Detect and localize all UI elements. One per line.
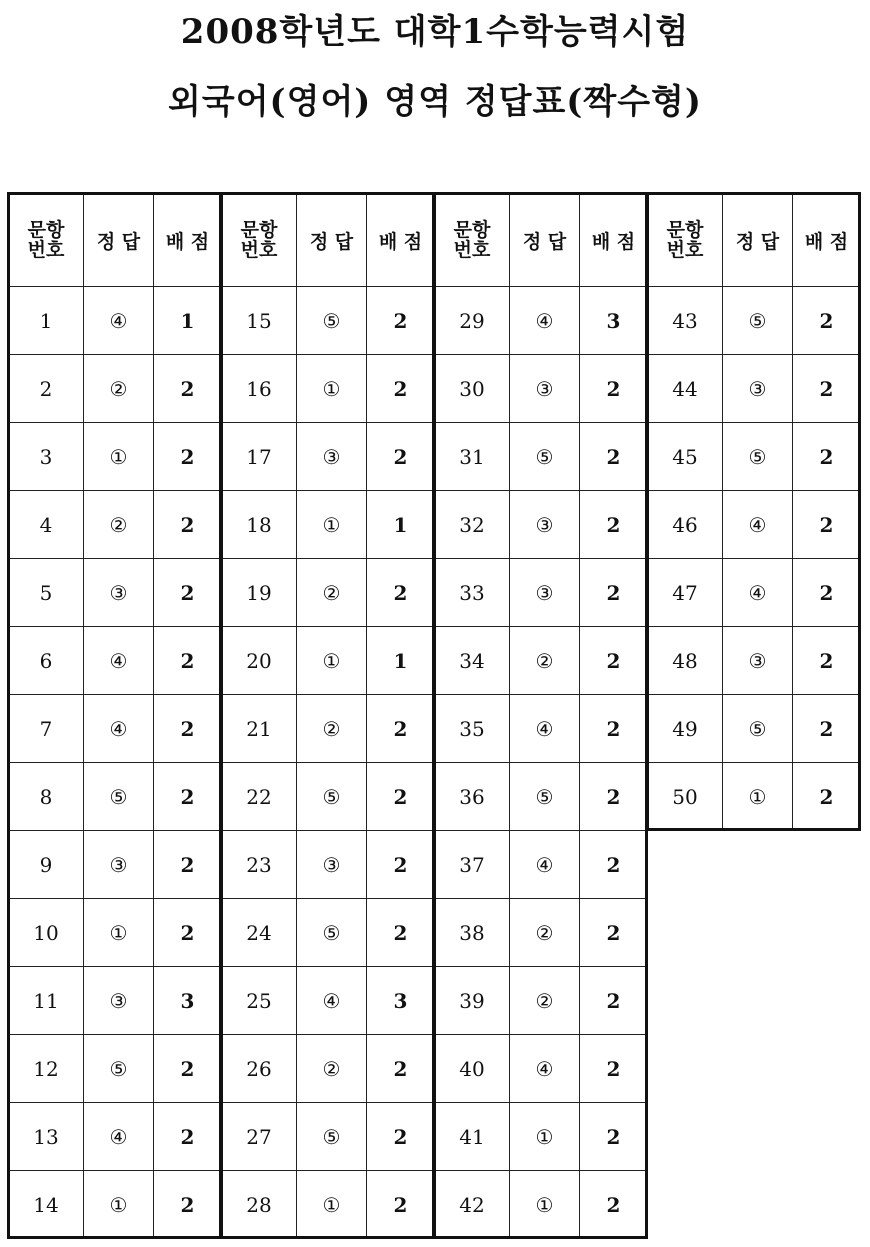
score-cell: 2: [154, 559, 222, 627]
question-number-cell: 32: [435, 491, 510, 559]
score-cell: 2: [154, 1103, 222, 1171]
table-row: [9, 899, 222, 967]
score-cell: 3: [154, 967, 222, 1035]
page-title: 2008학년도 대학1수학능력시험: [180, 12, 690, 52]
answer-cell: ⑤: [723, 287, 793, 355]
header-question-number: [222, 194, 297, 287]
header-question-number-line2: 번호: [453, 239, 491, 261]
score-cell: 2: [154, 763, 222, 831]
score-cell: 2: [154, 1171, 222, 1239]
answer-cell: ①: [297, 627, 367, 695]
answer-cell: ④: [84, 627, 154, 695]
question-number-cell: 41: [435, 1103, 510, 1171]
question-number-cell: 3: [9, 423, 84, 491]
question-number-cell: 19: [222, 559, 297, 627]
question-number-cell: 33: [435, 559, 510, 627]
question-number-cell: 40: [435, 1035, 510, 1103]
answer-cell: ⑤: [297, 1103, 367, 1171]
table-row: [435, 423, 648, 491]
answer-cell: ③: [84, 559, 154, 627]
answer-cell: ⑤: [510, 763, 580, 831]
question-number-cell: 22: [222, 763, 297, 831]
answer-cell: ②: [84, 491, 154, 559]
answer-cell: ③: [84, 831, 154, 899]
score-cell: 2: [793, 559, 861, 627]
question-number-cell: 13: [9, 1103, 84, 1171]
table-row: [9, 559, 222, 627]
question-number-cell: 31: [435, 423, 510, 491]
score-cell: 2: [580, 1103, 648, 1171]
header-score: 배 점: [793, 194, 861, 287]
answer-cell: ④: [723, 559, 793, 627]
table-row: [9, 1035, 222, 1103]
question-number-cell: 38: [435, 899, 510, 967]
question-number-cell: 39: [435, 967, 510, 1035]
question-number-cell: 8: [9, 763, 84, 831]
table-row: [648, 355, 861, 423]
header-score: 배 점: [580, 194, 648, 287]
table-row: [222, 1103, 435, 1171]
table-row: [9, 355, 222, 423]
table-row: [435, 559, 648, 627]
score-cell: 2: [367, 899, 435, 967]
table-row: [9, 423, 222, 491]
answer-cell: ②: [84, 355, 154, 423]
table-row: [222, 899, 435, 967]
answer-cell: ③: [510, 559, 580, 627]
answer-cell: ①: [84, 899, 154, 967]
table-row: [222, 287, 435, 355]
table-row: [648, 627, 861, 695]
score-cell: 2: [793, 763, 861, 831]
question-number-cell: 23: [222, 831, 297, 899]
score-cell: 2: [793, 355, 861, 423]
question-number-cell: 37: [435, 831, 510, 899]
table-row: [222, 967, 435, 1035]
table-row: [9, 831, 222, 899]
table-row: [9, 287, 222, 355]
answer-block-3: [434, 193, 648, 1239]
question-number-cell: 17: [222, 423, 297, 491]
question-number-cell: 36: [435, 763, 510, 831]
question-number-cell: 15: [222, 287, 297, 355]
score-cell: 2: [154, 627, 222, 695]
table-row: [648, 695, 861, 763]
table-row: [222, 831, 435, 899]
question-number-cell: 4: [9, 491, 84, 559]
answer-cell: ⑤: [510, 423, 580, 491]
score-cell: 2: [367, 355, 435, 423]
score-cell: 2: [367, 1171, 435, 1239]
answer-cell: ④: [510, 287, 580, 355]
score-cell: 2: [580, 763, 648, 831]
score-cell: 1: [367, 627, 435, 695]
header-answer: 정 답: [510, 194, 580, 287]
table-row: [222, 491, 435, 559]
question-number-cell: 18: [222, 491, 297, 559]
answer-cell: ①: [297, 1171, 367, 1239]
table-row: [9, 491, 222, 559]
answer-cell: ①: [84, 1171, 154, 1239]
score-cell: 2: [580, 899, 648, 967]
score-cell: 2: [367, 423, 435, 491]
header-row: [648, 194, 861, 287]
score-cell: 2: [580, 355, 648, 423]
answer-cell: ④: [297, 967, 367, 1035]
score-cell: 2: [154, 1035, 222, 1103]
score-cell: 2: [793, 491, 861, 559]
table-row: [222, 627, 435, 695]
table-row: [435, 287, 648, 355]
score-cell: 2: [154, 831, 222, 899]
answer-cell: ④: [510, 1035, 580, 1103]
answer-cell: ②: [510, 899, 580, 967]
question-number-cell: 43: [648, 287, 723, 355]
answer-block-1: [8, 193, 222, 1239]
table-row: [222, 423, 435, 491]
question-number-cell: 7: [9, 695, 84, 763]
score-cell: 2: [154, 423, 222, 491]
table-row: [435, 1035, 648, 1103]
question-number-cell: 16: [222, 355, 297, 423]
score-cell: 2: [580, 627, 648, 695]
score-cell: 2: [367, 287, 435, 355]
header-question-number-line1: 문항: [240, 219, 278, 241]
question-number-cell: 1: [9, 287, 84, 355]
header-question-number-line1: 문항: [27, 219, 65, 241]
answer-cell: ⑤: [297, 899, 367, 967]
table-row: [222, 355, 435, 423]
answer-cell: ④: [510, 831, 580, 899]
score-cell: 2: [367, 559, 435, 627]
table-row: [435, 1171, 648, 1239]
answer-cell: ③: [510, 491, 580, 559]
question-number-cell: 44: [648, 355, 723, 423]
question-number-cell: 25: [222, 967, 297, 1035]
question-number-cell: 20: [222, 627, 297, 695]
answer-cell: ①: [297, 355, 367, 423]
answer-block-2: [221, 193, 435, 1239]
header-question-number-line2: 번호: [666, 239, 704, 261]
answer-cell: ③: [510, 355, 580, 423]
score-cell: 2: [793, 423, 861, 491]
answer-cell: ①: [510, 1103, 580, 1171]
question-number-cell: 27: [222, 1103, 297, 1171]
header-question-number: [435, 194, 510, 287]
answer-cell: ②: [297, 695, 367, 763]
header-question-number: [9, 194, 84, 287]
score-cell: 2: [154, 899, 222, 967]
table-row: [648, 491, 861, 559]
header-question-number: [648, 194, 723, 287]
score-cell: 2: [580, 1171, 648, 1239]
score-cell: 1: [367, 491, 435, 559]
header-answer: 정 답: [297, 194, 367, 287]
score-cell: 2: [580, 423, 648, 491]
page-subtitle: 외국어(영어) 영역 정답표(짝수형): [168, 82, 702, 122]
table-row: [435, 967, 648, 1035]
answer-cell: ③: [723, 627, 793, 695]
header-row: [435, 194, 648, 287]
question-number-cell: 12: [9, 1035, 84, 1103]
table-row: [435, 831, 648, 899]
table-row: [9, 967, 222, 1035]
score-cell: 2: [580, 559, 648, 627]
question-number-cell: 24: [222, 899, 297, 967]
score-cell: 2: [154, 695, 222, 763]
table-row: [9, 1103, 222, 1171]
score-cell: 1: [154, 287, 222, 355]
table-row: [9, 763, 222, 831]
score-cell: 2: [793, 695, 861, 763]
table-row: [222, 763, 435, 831]
header-row: [9, 194, 222, 287]
table-row: [9, 695, 222, 763]
answer-cell: ③: [84, 967, 154, 1035]
table-row: [435, 763, 648, 831]
score-cell: 2: [367, 1035, 435, 1103]
table-row: [222, 1171, 435, 1239]
question-number-cell: 29: [435, 287, 510, 355]
answer-cell: ③: [297, 831, 367, 899]
table-row: [222, 559, 435, 627]
score-cell: 2: [367, 1103, 435, 1171]
answer-cell: ②: [510, 627, 580, 695]
answer-cell: ①: [510, 1171, 580, 1239]
table-row: [435, 627, 648, 695]
answer-cell: ①: [723, 763, 793, 831]
table-row: [9, 1171, 222, 1239]
score-cell: 2: [793, 287, 861, 355]
table-row: [648, 287, 861, 355]
question-number-cell: 9: [9, 831, 84, 899]
header-question-number-line2: 번호: [240, 239, 278, 261]
answer-cell: ②: [297, 559, 367, 627]
question-number-cell: 42: [435, 1171, 510, 1239]
answer-cell: ⑤: [84, 763, 154, 831]
table-row: [435, 695, 648, 763]
question-number-cell: 11: [9, 967, 84, 1035]
question-number-cell: 5: [9, 559, 84, 627]
header-question-number-line1: 문항: [453, 219, 491, 241]
answer-cell: ③: [297, 423, 367, 491]
score-cell: 2: [154, 355, 222, 423]
answer-cell: ⑤: [297, 287, 367, 355]
question-number-cell: 34: [435, 627, 510, 695]
question-number-cell: 49: [648, 695, 723, 763]
table-row: [222, 695, 435, 763]
answer-cell: ⑤: [297, 763, 367, 831]
question-number-cell: 26: [222, 1035, 297, 1103]
score-cell: 3: [367, 967, 435, 1035]
question-number-cell: 46: [648, 491, 723, 559]
answer-cell: ①: [84, 423, 154, 491]
header-answer: 정 답: [723, 194, 793, 287]
table-row: [648, 763, 861, 831]
score-cell: 2: [367, 831, 435, 899]
question-number-cell: 30: [435, 355, 510, 423]
question-number-cell: 47: [648, 559, 723, 627]
table-row: [435, 1103, 648, 1171]
question-number-cell: 21: [222, 695, 297, 763]
question-number-cell: 35: [435, 695, 510, 763]
answer-cell: ②: [510, 967, 580, 1035]
score-cell: 3: [580, 287, 648, 355]
header-row: [222, 194, 435, 287]
answer-cell: ④: [84, 287, 154, 355]
score-cell: 2: [367, 763, 435, 831]
question-number-cell: 28: [222, 1171, 297, 1239]
table-row: [435, 899, 648, 967]
header-score: 배 점: [154, 194, 222, 287]
score-cell: 2: [580, 695, 648, 763]
answer-block-4: [647, 193, 861, 831]
score-cell: 2: [580, 1035, 648, 1103]
header-answer: 정 답: [84, 194, 154, 287]
score-cell: 2: [793, 627, 861, 695]
question-number-cell: 10: [9, 899, 84, 967]
score-cell: 2: [580, 491, 648, 559]
answer-cell: ④: [510, 695, 580, 763]
header-question-number-line2: 번호: [27, 239, 65, 261]
answer-cell: ②: [297, 1035, 367, 1103]
answer-cell: ⑤: [84, 1035, 154, 1103]
question-number-cell: 6: [9, 627, 84, 695]
score-cell: 2: [580, 831, 648, 899]
answer-cell: ⑤: [723, 423, 793, 491]
table-row: [9, 627, 222, 695]
answer-cell: ④: [84, 1103, 154, 1171]
table-row: [222, 1035, 435, 1103]
answer-cell: ③: [723, 355, 793, 423]
question-number-cell: 50: [648, 763, 723, 831]
answer-cell: ④: [84, 695, 154, 763]
score-cell: 2: [580, 967, 648, 1035]
answer-cell: ①: [297, 491, 367, 559]
score-cell: 2: [154, 491, 222, 559]
answer-cell: ⑤: [723, 695, 793, 763]
question-number-cell: 48: [648, 627, 723, 695]
answer-cell: ④: [723, 491, 793, 559]
header-score: 배 점: [367, 194, 435, 287]
table-row: [435, 355, 648, 423]
question-number-cell: 2: [9, 355, 84, 423]
question-number-cell: 14: [9, 1171, 84, 1239]
table-row: [648, 423, 861, 491]
question-number-cell: 45: [648, 423, 723, 491]
score-cell: 2: [367, 695, 435, 763]
header-question-number-line1: 문항: [666, 219, 704, 241]
table-row: [648, 559, 861, 627]
table-row: [435, 491, 648, 559]
